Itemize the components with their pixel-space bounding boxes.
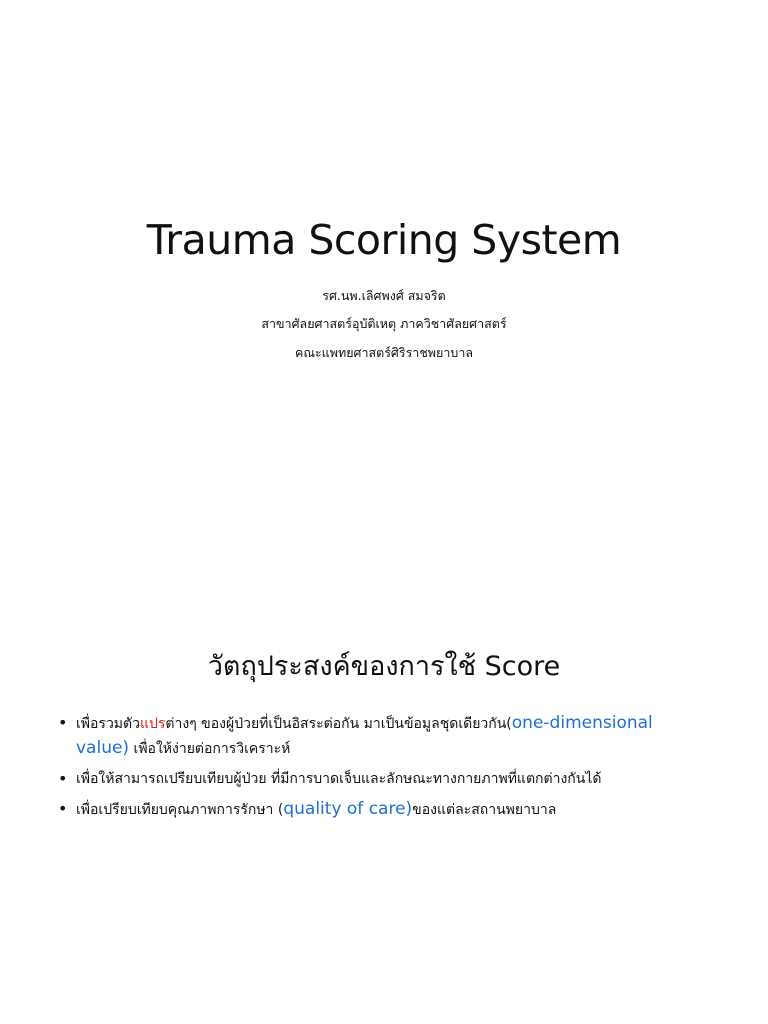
objective-item <box>56 797 696 822</box>
objectives-list <box>56 711 696 828</box>
slide-title-heading: Trauma Scoring System <box>146 216 622 264</box>
department-name: สาขาศัลยศาสตร์อุบัติเหตุ ภาควิชาศัลยศาสตร์ <box>261 316 507 331</box>
english-term: one-dimensional value) <box>76 713 653 758</box>
slide-objectives <box>0 576 768 1024</box>
highlight-text: แปร <box>139 716 166 732</box>
author-name: รศ.นพ.เลิศพงศ์ สมจริต <box>322 288 446 303</box>
objective-item <box>56 767 696 791</box>
objective-text: ของแต่ละสถานพยาบาล <box>412 802 557 818</box>
bullet-icon: • <box>58 799 68 818</box>
bullet-icon: • <box>58 713 68 732</box>
bullet-icon: • <box>58 769 68 788</box>
objectives-heading: วัตถุประสงค์ของการใช้ Score <box>207 651 561 682</box>
objective-text: เพื่อให้ง่ายต่อการวิเคราะห์ <box>129 741 291 757</box>
objective-text: เพื่อให้สามารถเปรียบเทียบผู้ป่วย ที่มีการบาดเจ็บและลักษณะทางกายภาพที่แตกต่างกันได้ <box>76 771 602 787</box>
objective-text: เพื่อเปรียบเทียบคุณภาพการรักษา ( <box>76 802 284 818</box>
objective-item <box>56 711 696 761</box>
faculty-name: คณะแพทยศาสตร์ศิริราชพยาบาล <box>294 345 473 360</box>
english-term: quality of care) <box>283 799 413 819</box>
objective-text: ต่างๆ ของผู้ป่วยที่เป็นอิสระต่อกัน มาเป็นข้อมูลชุดเดียวกัน( <box>165 716 512 732</box>
slide-title <box>0 0 768 480</box>
objective-text: เพื่อรวมตัว <box>76 716 140 732</box>
